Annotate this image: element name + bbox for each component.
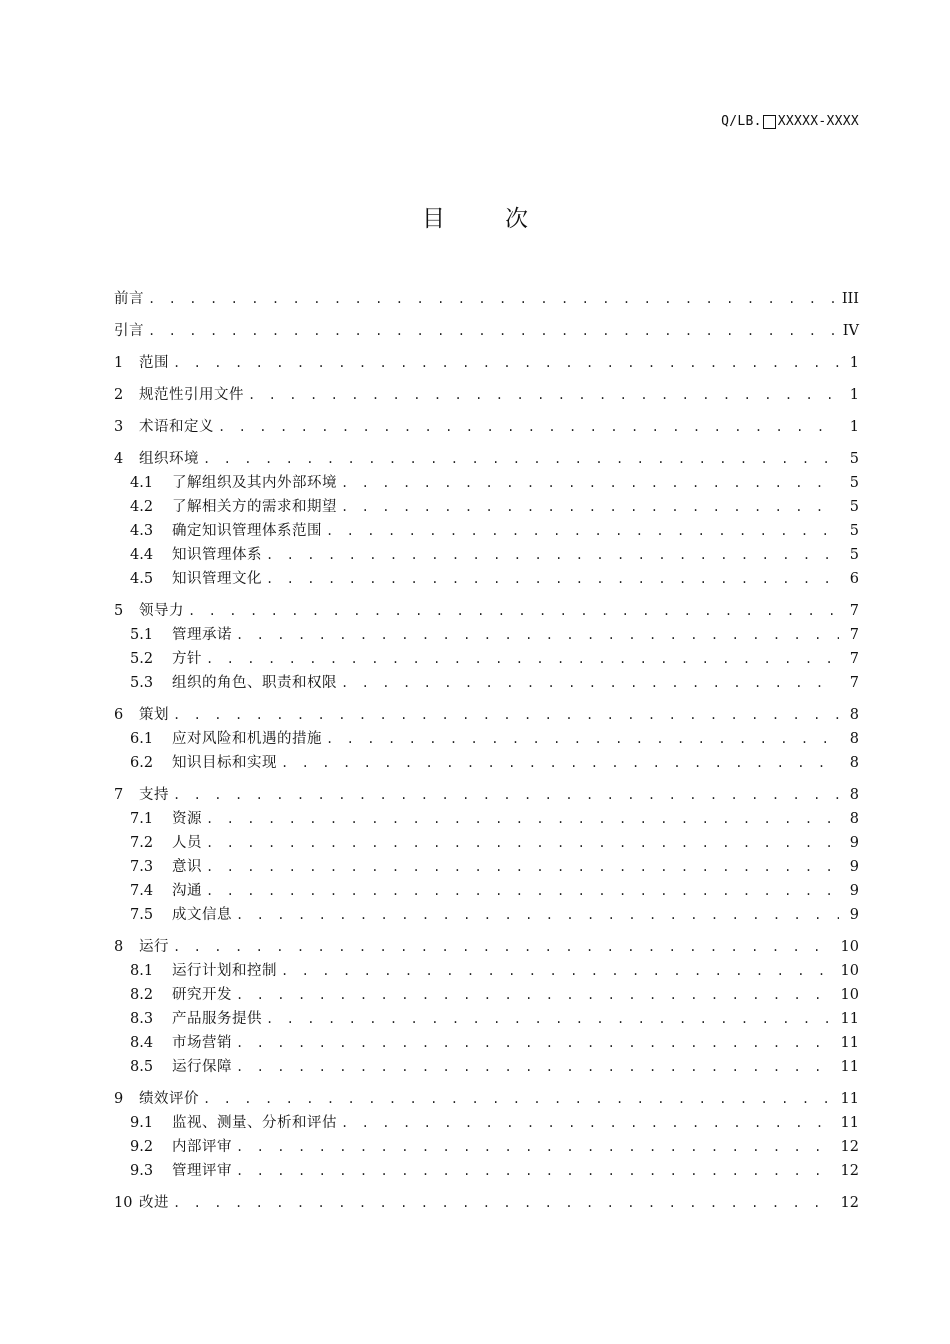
toc-entry-label: 资源 (172, 811, 202, 827)
toc-entry-page-number: 10 (840, 939, 859, 955)
toc-subentry[interactable] (114, 807, 859, 831)
toc-entry-label: 支持 (139, 787, 169, 803)
toc-entry-label: 术语和定义 (139, 419, 214, 435)
toc-entry-page-number: 8 (849, 811, 859, 827)
toc-entry-page-number: 9 (849, 835, 859, 851)
toc-entry-page-number: 10 (840, 963, 859, 979)
toc-entry-label: 市场营销 (172, 1035, 232, 1051)
toc-entry-page-number: III (841, 291, 859, 307)
toc-entry-number: 5.3 (130, 675, 154, 691)
toc-entry-label: 管理承诺 (172, 627, 232, 643)
toc-dot-leader (236, 903, 839, 927)
title-char-2: 次 (505, 206, 528, 232)
toc-subentry[interactable] (114, 471, 859, 495)
toc-entry[interactable] (114, 783, 859, 807)
toc-entry-label: 领导力 (139, 603, 184, 619)
toc-subentry[interactable] (114, 1135, 859, 1159)
toc-entry-label: 内部评审 (172, 1139, 232, 1155)
toc-entry[interactable] (114, 415, 859, 439)
toc-entry-page-number: 11 (840, 1115, 859, 1131)
toc-entry-page-number: 5 (849, 451, 859, 467)
document-code-suffix: XXXXX-XXXX (777, 114, 859, 129)
toc-entry-label: 知识管理文化 (172, 571, 262, 587)
toc-dot-leader (218, 415, 839, 439)
toc-entry-page-number: 7 (849, 603, 859, 619)
toc-entry-number: 7.1 (130, 811, 154, 827)
toc-entry-page-number: 9 (849, 907, 859, 923)
toc-dot-leader (236, 1159, 835, 1183)
toc-entry-number: 9.2 (130, 1139, 154, 1155)
toc-subentry[interactable] (114, 1159, 859, 1183)
toc-entry-number: 4.2 (130, 499, 154, 515)
toc-entry[interactable] (114, 351, 859, 375)
toc-entry-page-number: IV (842, 323, 859, 339)
toc-entry-label: 策划 (139, 707, 169, 723)
toc-dot-leader (236, 1031, 835, 1055)
toc-entry-page-number: 8 (849, 731, 859, 747)
page-title (0, 200, 950, 233)
toc-dot-leader (206, 647, 839, 671)
toc-dot-leader (236, 1135, 835, 1159)
toc-entry-number: 5.2 (130, 651, 154, 667)
toc-entry-number: 7.5 (130, 907, 154, 923)
toc-entry-number: 5.1 (130, 627, 154, 643)
toc-entry-number: 9 (114, 1091, 124, 1107)
toc-entry-page-number: 10 (840, 987, 859, 1003)
toc-dot-leader (326, 519, 839, 543)
toc-entry-number: 6 (114, 707, 124, 723)
toc-subentry[interactable] (114, 831, 859, 855)
toc-dot-leader (148, 319, 837, 343)
toc-entry-number: 8.4 (130, 1035, 154, 1051)
toc-entry[interactable] (114, 447, 859, 471)
toc-entry-label: 产品服务提供 (172, 1011, 262, 1027)
toc-entry-label: 管理评审 (172, 1163, 232, 1179)
toc-entry-number: 7.3 (130, 859, 154, 875)
toc-entry-page-number: 5 (849, 547, 859, 563)
toc-entry-number: 10 (114, 1195, 133, 1211)
toc-entry-label: 意识 (172, 859, 202, 875)
toc-dot-leader (206, 879, 839, 903)
toc-entry-page-number: 7 (849, 675, 859, 691)
toc-entry[interactable] (114, 935, 859, 959)
toc-entry-number: 2 (114, 387, 124, 403)
toc-entry-number: 8.2 (130, 987, 154, 1003)
toc-subentry[interactable] (114, 903, 859, 927)
toc-subentry[interactable] (114, 983, 859, 1007)
toc-subentry[interactable] (114, 543, 859, 567)
toc-entry-label: 组织的角色、职责和权限 (172, 675, 337, 691)
toc-entry-page-number: 5 (849, 499, 859, 515)
toc-subentry[interactable] (114, 519, 859, 543)
toc-entry-page-number: 12 (840, 1195, 859, 1211)
toc-entry-number: 8.1 (130, 963, 154, 979)
toc-dot-leader (206, 855, 839, 879)
toc-entry-number: 4 (114, 451, 124, 467)
toc-entry-page-number: 11 (840, 1035, 859, 1051)
toc-entry[interactable] (114, 319, 859, 343)
toc-dot-leader (188, 599, 839, 623)
toc-entry-page-number: 9 (849, 883, 859, 899)
toc-subentry[interactable] (114, 623, 859, 647)
toc-entry-number: 5 (114, 603, 124, 619)
toc-entry-page-number: 8 (849, 707, 859, 723)
toc-dot-leader (206, 807, 839, 831)
toc-entry-label: 方针 (172, 651, 202, 667)
toc-entry-number: 7.2 (130, 835, 154, 851)
toc-dot-leader (266, 543, 839, 567)
toc-entry-number: 9.3 (130, 1163, 154, 1179)
toc-dot-leader (248, 383, 839, 407)
toc-dot-leader (281, 751, 839, 775)
toc-entry-page-number: 5 (849, 475, 859, 491)
toc-entry-number: 1 (114, 355, 124, 371)
toc-entry-label: 沟通 (172, 883, 202, 899)
toc-entry[interactable] (114, 599, 859, 623)
toc-dot-leader (236, 1055, 835, 1079)
toc-entry-page-number: 1 (849, 355, 859, 371)
toc-entry-label: 组织环境 (139, 451, 199, 467)
toc-dot-leader (173, 1191, 835, 1215)
toc-dot-leader (236, 623, 839, 647)
toc-entry-page-number: 8 (849, 755, 859, 771)
toc-subentry[interactable] (114, 959, 859, 983)
toc-entry-page-number: 11 (840, 1059, 859, 1075)
toc-entry-label: 应对风险和机遇的措施 (172, 731, 322, 747)
toc-dot-leader (173, 935, 835, 959)
toc-entry-number: 6.2 (130, 755, 154, 771)
toc-entry[interactable] (114, 703, 859, 727)
toc-entry-label: 改进 (139, 1195, 169, 1211)
toc-entry-label: 知识目标和实现 (172, 755, 277, 771)
toc-subentry[interactable] (114, 1031, 859, 1055)
table-of-contents (114, 287, 859, 1215)
toc-entry-number: 8 (114, 939, 124, 955)
document-code (721, 114, 859, 129)
toc-dot-leader (341, 471, 839, 495)
toc-entry-number: 4.1 (130, 475, 154, 491)
toc-subentry[interactable] (114, 647, 859, 671)
toc-subentry[interactable] (114, 855, 859, 879)
toc-dot-leader (236, 983, 835, 1007)
toc-dot-leader (341, 495, 839, 519)
toc-entry-label: 运行保障 (172, 1059, 232, 1075)
toc-entry-label: 确定知识管理体系范围 (172, 523, 322, 539)
toc-dot-leader (203, 1087, 835, 1111)
toc-entry-label: 监视、测量、分析和评估 (172, 1115, 337, 1131)
toc-entry-label: 成文信息 (172, 907, 232, 923)
toc-entry-page-number: 12 (840, 1139, 859, 1155)
toc-entry-label: 运行计划和控制 (172, 963, 277, 979)
toc-entry-number: 7 (114, 787, 124, 803)
toc-subentry[interactable] (114, 567, 859, 591)
toc-dot-leader (206, 831, 839, 855)
toc-dot-leader (203, 447, 839, 471)
toc-entry-label: 规范性引用文件 (139, 387, 244, 403)
toc-subentry[interactable] (114, 671, 859, 695)
toc-entry[interactable] (114, 1087, 859, 1111)
toc-dot-leader (173, 351, 839, 375)
toc-subentry[interactable] (114, 751, 859, 775)
toc-entry-page-number: 11 (840, 1091, 859, 1107)
toc-subentry[interactable] (114, 1111, 859, 1135)
toc-subentry[interactable] (114, 495, 859, 519)
toc-entry-label: 前言 (114, 291, 144, 307)
toc-entry-label: 了解相关方的需求和期望 (172, 499, 337, 515)
toc-entry[interactable] (114, 383, 859, 407)
toc-entry[interactable] (114, 287, 859, 311)
toc-entry-label: 人员 (172, 835, 202, 851)
toc-subentry[interactable] (114, 727, 859, 751)
checkbox-square-icon (763, 115, 776, 129)
toc-entry-label: 知识管理体系 (172, 547, 262, 563)
toc-subentry[interactable] (114, 1055, 859, 1079)
toc-entry-page-number: 6 (849, 571, 859, 587)
toc-dot-leader (173, 703, 839, 727)
toc-entry-number: 8.5 (130, 1059, 154, 1075)
toc-entry-page-number: 1 (849, 387, 859, 403)
toc-entry-page-number: 11 (840, 1011, 859, 1027)
toc-dot-leader (173, 783, 839, 807)
toc-entry-page-number: 1 (849, 419, 859, 435)
toc-entry-number: 8.3 (130, 1011, 154, 1027)
toc-dot-leader (266, 567, 839, 591)
toc-entry[interactable] (114, 1191, 859, 1215)
document-code-prefix: Q/LB. (721, 114, 762, 129)
toc-entry-label: 引言 (114, 323, 144, 339)
toc-dot-leader (341, 1111, 835, 1135)
toc-entry-page-number: 7 (849, 627, 859, 643)
toc-subentry[interactable] (114, 879, 859, 903)
toc-entry-number: 6.1 (130, 731, 154, 747)
toc-entry-label: 研究开发 (172, 987, 232, 1003)
toc-entry-page-number: 12 (840, 1163, 859, 1179)
toc-entry-page-number: 7 (849, 651, 859, 667)
toc-dot-leader (281, 959, 835, 983)
toc-entry-number: 4.4 (130, 547, 154, 563)
toc-dot-leader (148, 287, 836, 311)
toc-entry-label: 运行 (139, 939, 169, 955)
toc-entry-number: 3 (114, 419, 124, 435)
toc-entry-label: 范围 (139, 355, 169, 371)
toc-entry-label: 绩效评价 (139, 1091, 199, 1107)
toc-dot-leader (326, 727, 839, 751)
toc-entry-page-number: 9 (849, 859, 859, 875)
toc-entry-number: 9.1 (130, 1115, 154, 1131)
toc-entry-number: 7.4 (130, 883, 154, 899)
toc-entry-label: 了解组织及其内外部环境 (172, 475, 337, 491)
toc-dot-leader (341, 671, 839, 695)
toc-dot-leader (266, 1007, 835, 1031)
toc-subentry[interactable] (114, 1007, 859, 1031)
toc-entry-page-number: 5 (849, 523, 859, 539)
toc-entry-page-number: 8 (849, 787, 859, 803)
title-char-1: 目 (422, 206, 445, 232)
toc-entry-number: 4.3 (130, 523, 154, 539)
toc-entry-number: 4.5 (130, 571, 154, 587)
